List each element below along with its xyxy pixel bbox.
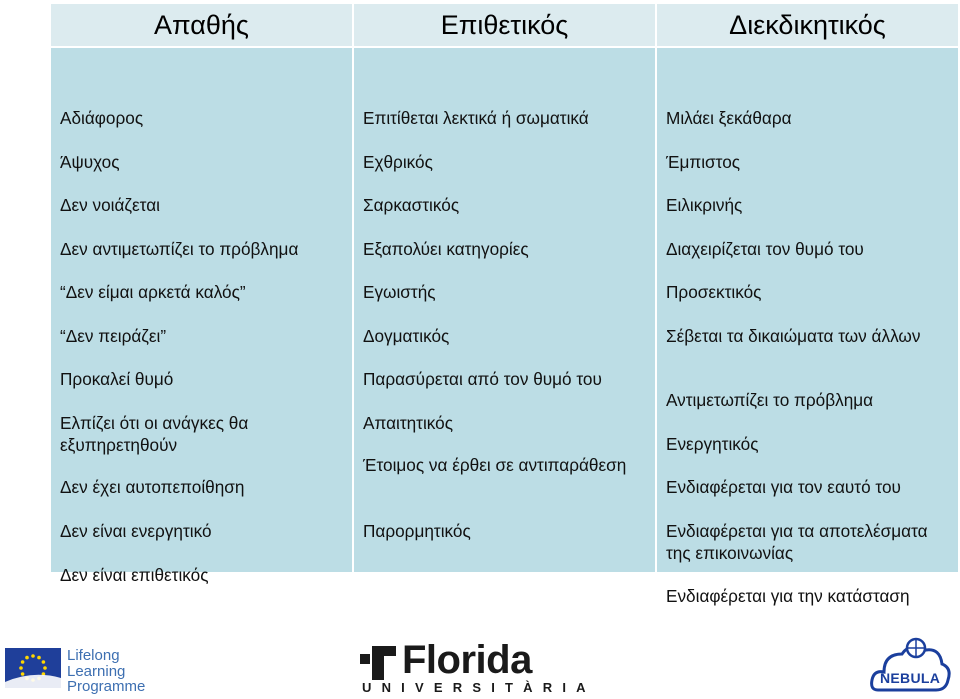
florida-mark-icon [360,646,396,680]
list-item: Ειλικρινής [666,195,743,215]
header-passive: Απαθής [51,4,352,46]
list-item: Προσεκτικός [666,282,762,302]
list-item: Έμπιστος [666,152,741,172]
list-item: Σέβεται τα δικαιώματα των άλλων [666,326,921,346]
llp-line: Learning [67,662,126,680]
column-aggressive [354,48,655,572]
list-item: Δεν είναι ενεργητικό [60,521,212,541]
list-item: Ενδιαφέρεται για τα αποτελέσματα της επικοινωνίας [666,521,928,563]
list-item: Απαιτητικός [363,413,454,433]
list-item: Εχθρικός [363,152,433,172]
behavior-table [51,4,954,606]
nebula-label: NEBULA [880,670,941,686]
list-item: Επιτίθεται λεκτικά ή σωματικά [363,108,589,128]
florida-wordmark: Florida [402,638,532,682]
list-item: Ενεργητικός [666,434,759,454]
list-item: Προκαλεί θυμό [60,369,174,389]
florida-subtitle: UNIVERSITÀRIA [362,680,596,695]
list-item: Δεν νοιάζεται [60,195,160,215]
list-item: Παρορμητικός [363,521,471,541]
list-item: Εγωιστής [363,282,436,302]
nebula-logo [868,634,952,694]
lifelong-learning-text [67,648,145,695]
list-item: Εξαπολύει κατηγορίες [363,239,529,259]
list-item: “Δεν πειράζει” [60,326,167,346]
list-item: Ενδιαφέρεται για τον εαυτό του [666,477,901,497]
list-item: Αντιμετωπίζει το πρόβλημα [666,390,874,410]
list-item: Διαχειρίζεται τον θυμό του [666,239,864,259]
list-item: Δογματικός [363,326,450,346]
list-item: Μιλάει ξεκάθαρα [666,108,792,128]
list-item: Σαρκαστικός [363,195,460,215]
list-item: Δεν είναι επιθετικός [60,565,209,585]
header-aggressive: Επιθετικός [354,4,655,46]
list-item: “Δεν είμαι αρκετά καλός” [60,282,246,302]
list-item: Άψυχος [60,152,120,172]
list-item: Δεν αντιμετωπίζει το πρόβλημα [60,239,299,259]
footer-logos [0,630,960,694]
list-item: Ελπίζει ότι οι ανάγκες θα εξυπηρετηθούν [60,413,249,455]
list-item: Αδιάφορος [60,108,144,128]
eu-flag-icon [5,648,61,688]
florida-universitaria-logo [360,636,596,695]
llp-line: Programme [67,678,146,695]
list-item: Παρασύρεται από τον θυμό του [363,369,602,389]
column-assertive [657,48,958,606]
header-assertive: Διεκδικητικός [657,4,958,46]
list-item: Δεν έχει αυτοπεποίθηση [60,477,245,497]
list-item: Ενδιαφέρεται για την κατάσταση [666,586,910,606]
column-passive [51,48,352,585]
list-item: Έτοιμος να έρθει σε αντιπαράθεση [363,455,627,475]
llp-line: Lifelong [67,647,120,664]
lifelong-learning-logo [5,648,145,695]
